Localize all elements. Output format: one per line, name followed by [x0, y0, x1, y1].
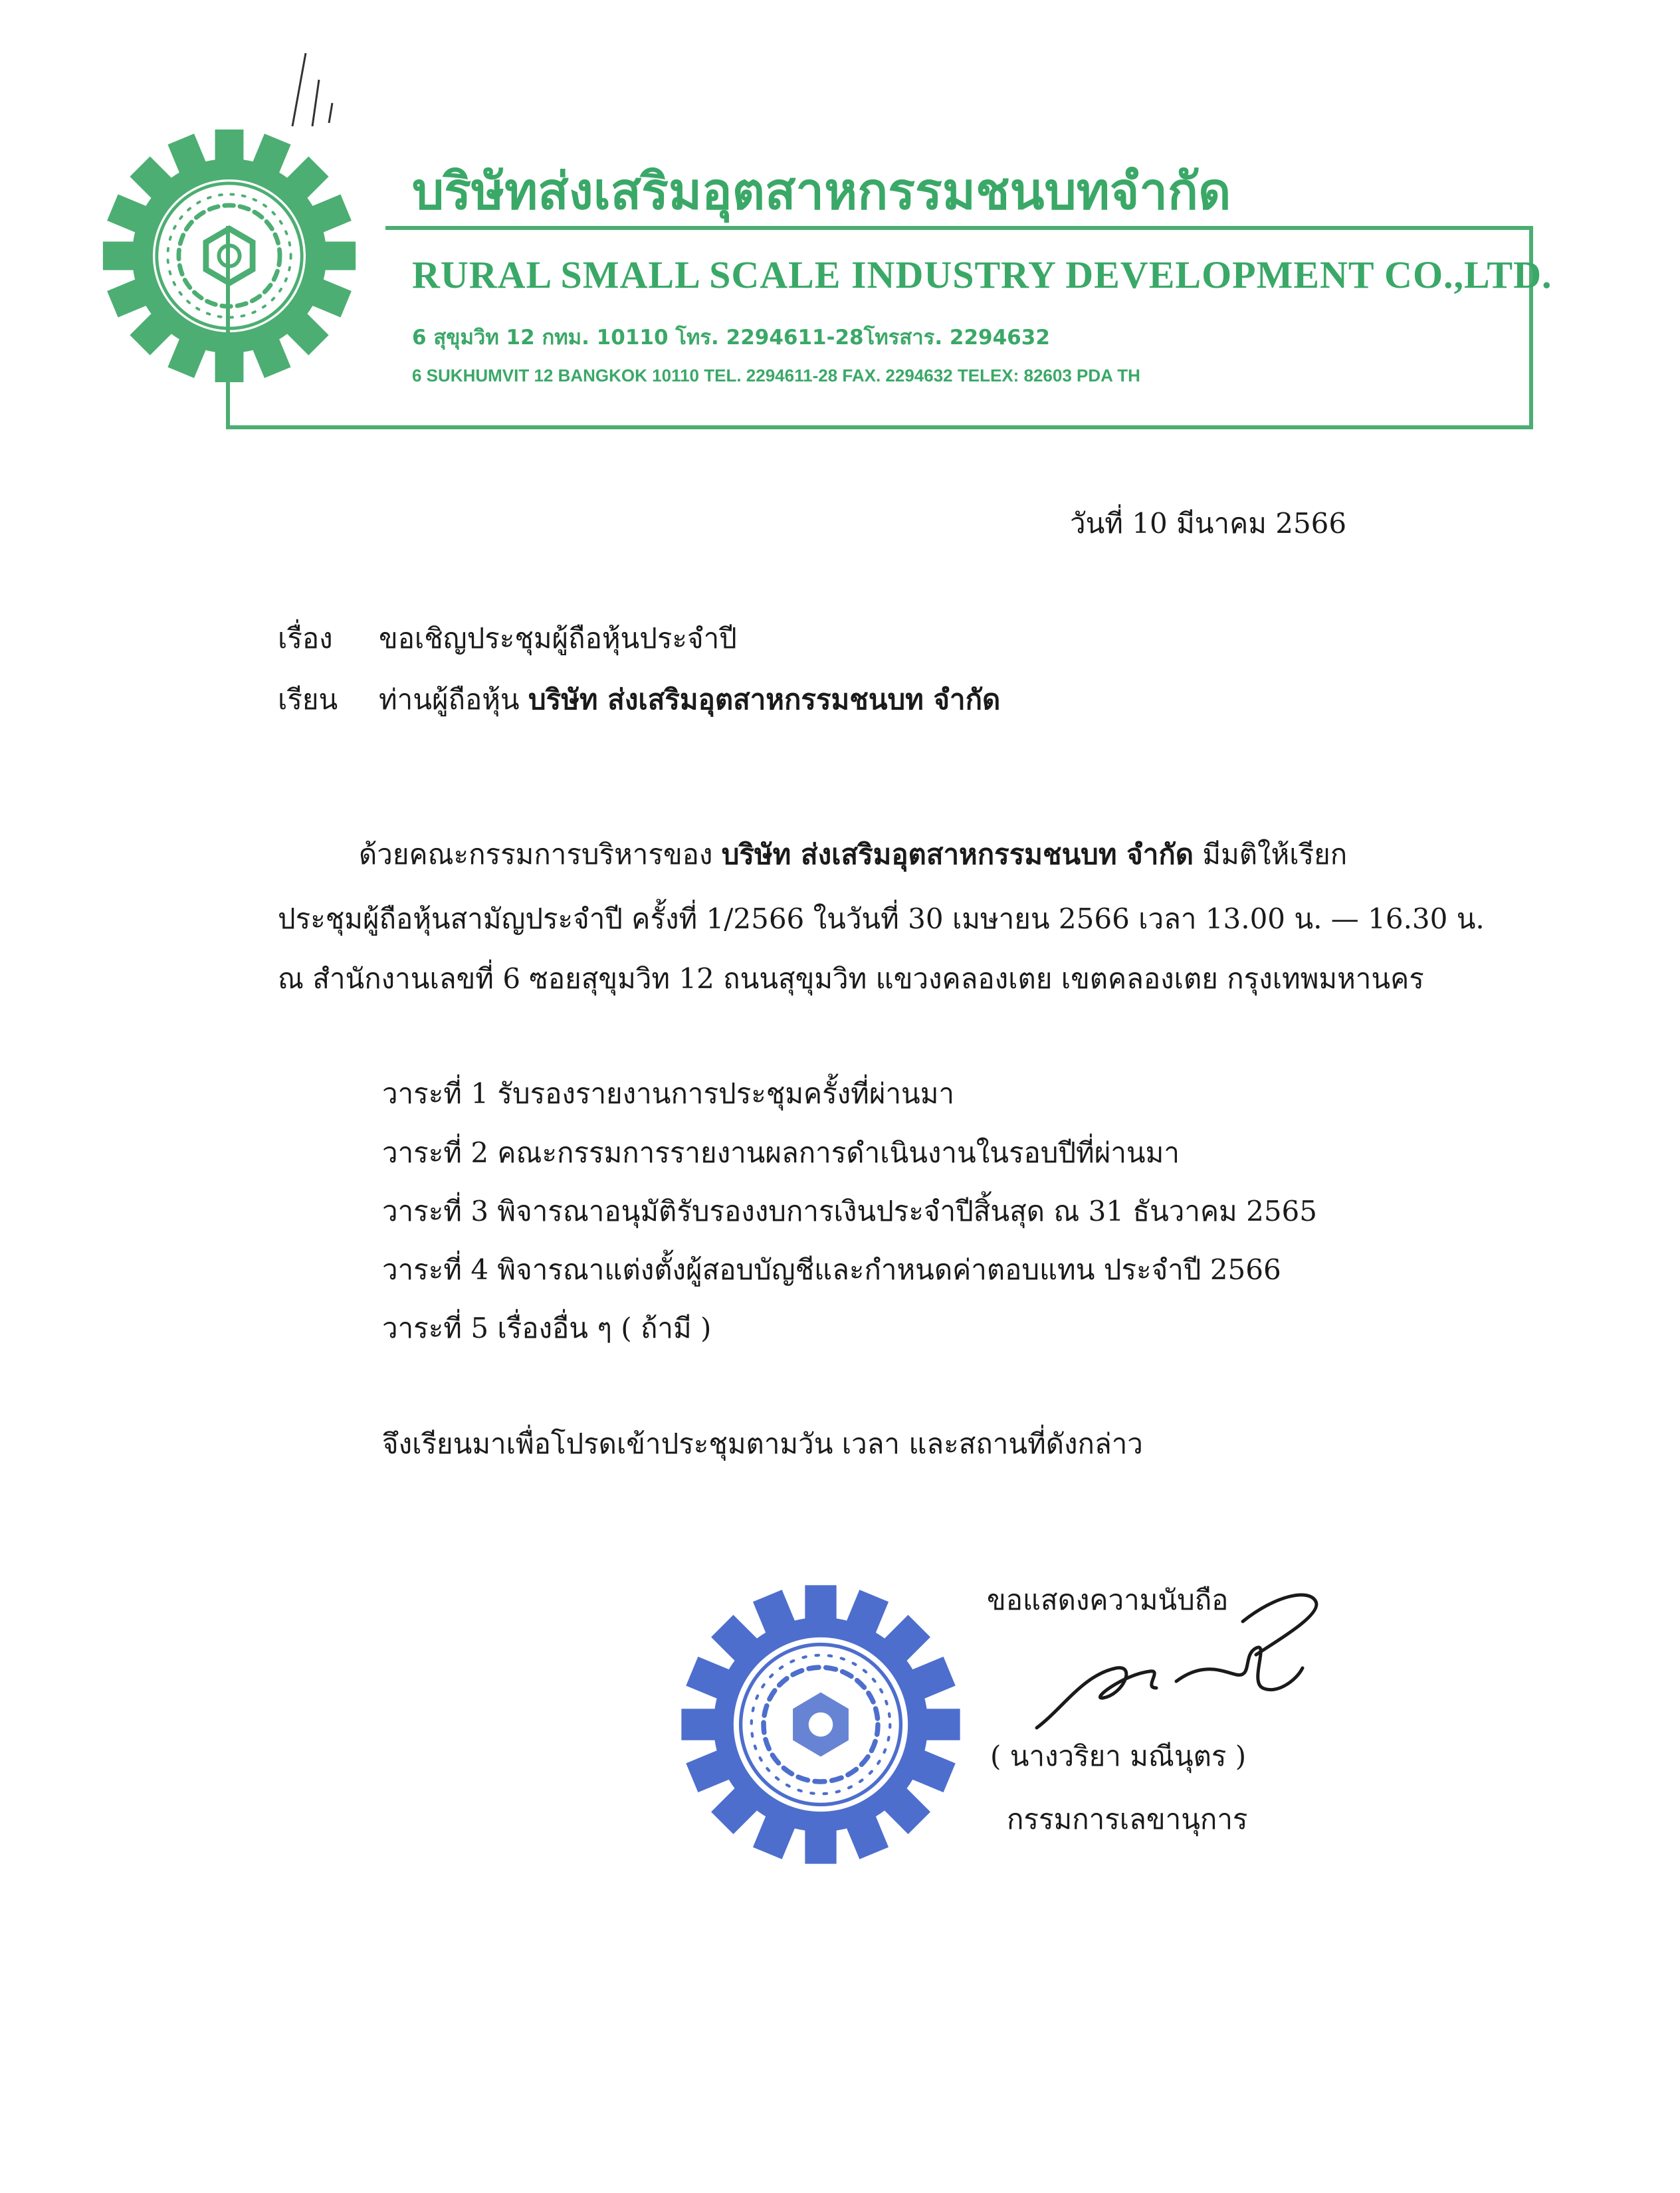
company-address-thai: 6 สุขุมวิท 12 กทม. 10110 โทร. 2294611-28โทรสาร. 2294632: [412, 326, 1050, 350]
handwritten-mark-icon: [266, 40, 359, 133]
body-paragraph-line: ณ สำนักงานเลขที่ 6 ซอยสุขุมวิท 12 ถนนสุขุมวิท แขวงคลองเตย เขตคลองเตย กรุงเทพมหานคร: [278, 962, 1424, 995]
body-line1-prefix: ด้วยคณะกรรมการบริหารของ: [359, 838, 722, 871]
subject-label: เรื่อง: [278, 622, 333, 655]
agenda-item: วาระที่ 2 คณะกรรมการรายงานผลการดำเนินงานในรอบปีที่ผ่านมา: [382, 1136, 1180, 1169]
closing-sentence: จึงเรียนมาเพื่อโปรดเข้าประชุมตามวัน เวลา และสถานที่ดังกล่าว: [382, 1427, 1143, 1460]
company-seal-stamp-icon: [678, 1582, 964, 1867]
regards-text: ขอแสดงความนับถือ: [987, 1584, 1229, 1616]
company-address-english: 6 SUKHUMVIT 12 BANGKOK 10110 TEL. 2294611-28 FAX. 2294632 TELEX: 82603 PDA TH: [412, 366, 1140, 385]
letter-date: วันที่ 10 มีนาคม 2566: [1070, 507, 1347, 540]
company-name-thai: บริษัทส่งเสริมอุตสาหกรรมชนบทจำกัด: [412, 161, 1231, 221]
body-line1-suffix: มีมติให้เรียก: [1194, 838, 1348, 871]
body-line1-company: บริษัท ส่งเสริมอุตสาหกรรมชนบท จำกัด: [721, 838, 1194, 871]
agenda-item: วาระที่ 3 พิจารณาอนุมัติรับรองงบการเงินประจำปีสิ้นสุด ณ 31 ธันวาคม 2565: [382, 1195, 1317, 1227]
company-name-english: RURAL SMALL SCALE INDUSTRY DEVELOPMENT CO.,LTD.: [412, 253, 1552, 296]
subject-text: ขอเชิญประชุมผู้ถือหุ้นประจำปี: [379, 622, 737, 655]
agenda-item: วาระที่ 1 รับรองรายงานการประชุมครั้งที่ผ่านมา: [382, 1077, 955, 1110]
agenda-item: วาระที่ 4 พิจารณาแต่งตั้งผู้สอบบัญชีและกำหนดค่าตอบแทน ประจำปี 2566: [382, 1253, 1281, 1286]
recipient-prefix: ท่านผู้ถือหุ้น: [379, 683, 528, 716]
body-paragraph-line: ประชุมผู้ถือหุ้นสามัญประจำปี ครั้งที่ 1/2566 ในวันที่ 30 เมษายน 2566 เวลา 13.00 น. — 16.30 น.: [278, 902, 1485, 935]
body-paragraph-line: [359, 833, 1347, 877]
signer-name: ( นางวริยา มณีนุตร ): [990, 1740, 1247, 1772]
recipient-label: เรียน: [278, 683, 338, 716]
signer-title: กรรมการเลขานุการ: [1007, 1803, 1248, 1835]
recipient-text: [379, 678, 1000, 722]
recipient-company: บริษัท ส่งเสริมอุตสาหกรรมชนบท จำกัด: [528, 683, 1001, 716]
handwritten-signature-icon: [1023, 1582, 1342, 1741]
agenda-item: วาระที่ 5 เรื่องอื่น ๆ ( ถ้ามี ): [382, 1312, 712, 1344]
